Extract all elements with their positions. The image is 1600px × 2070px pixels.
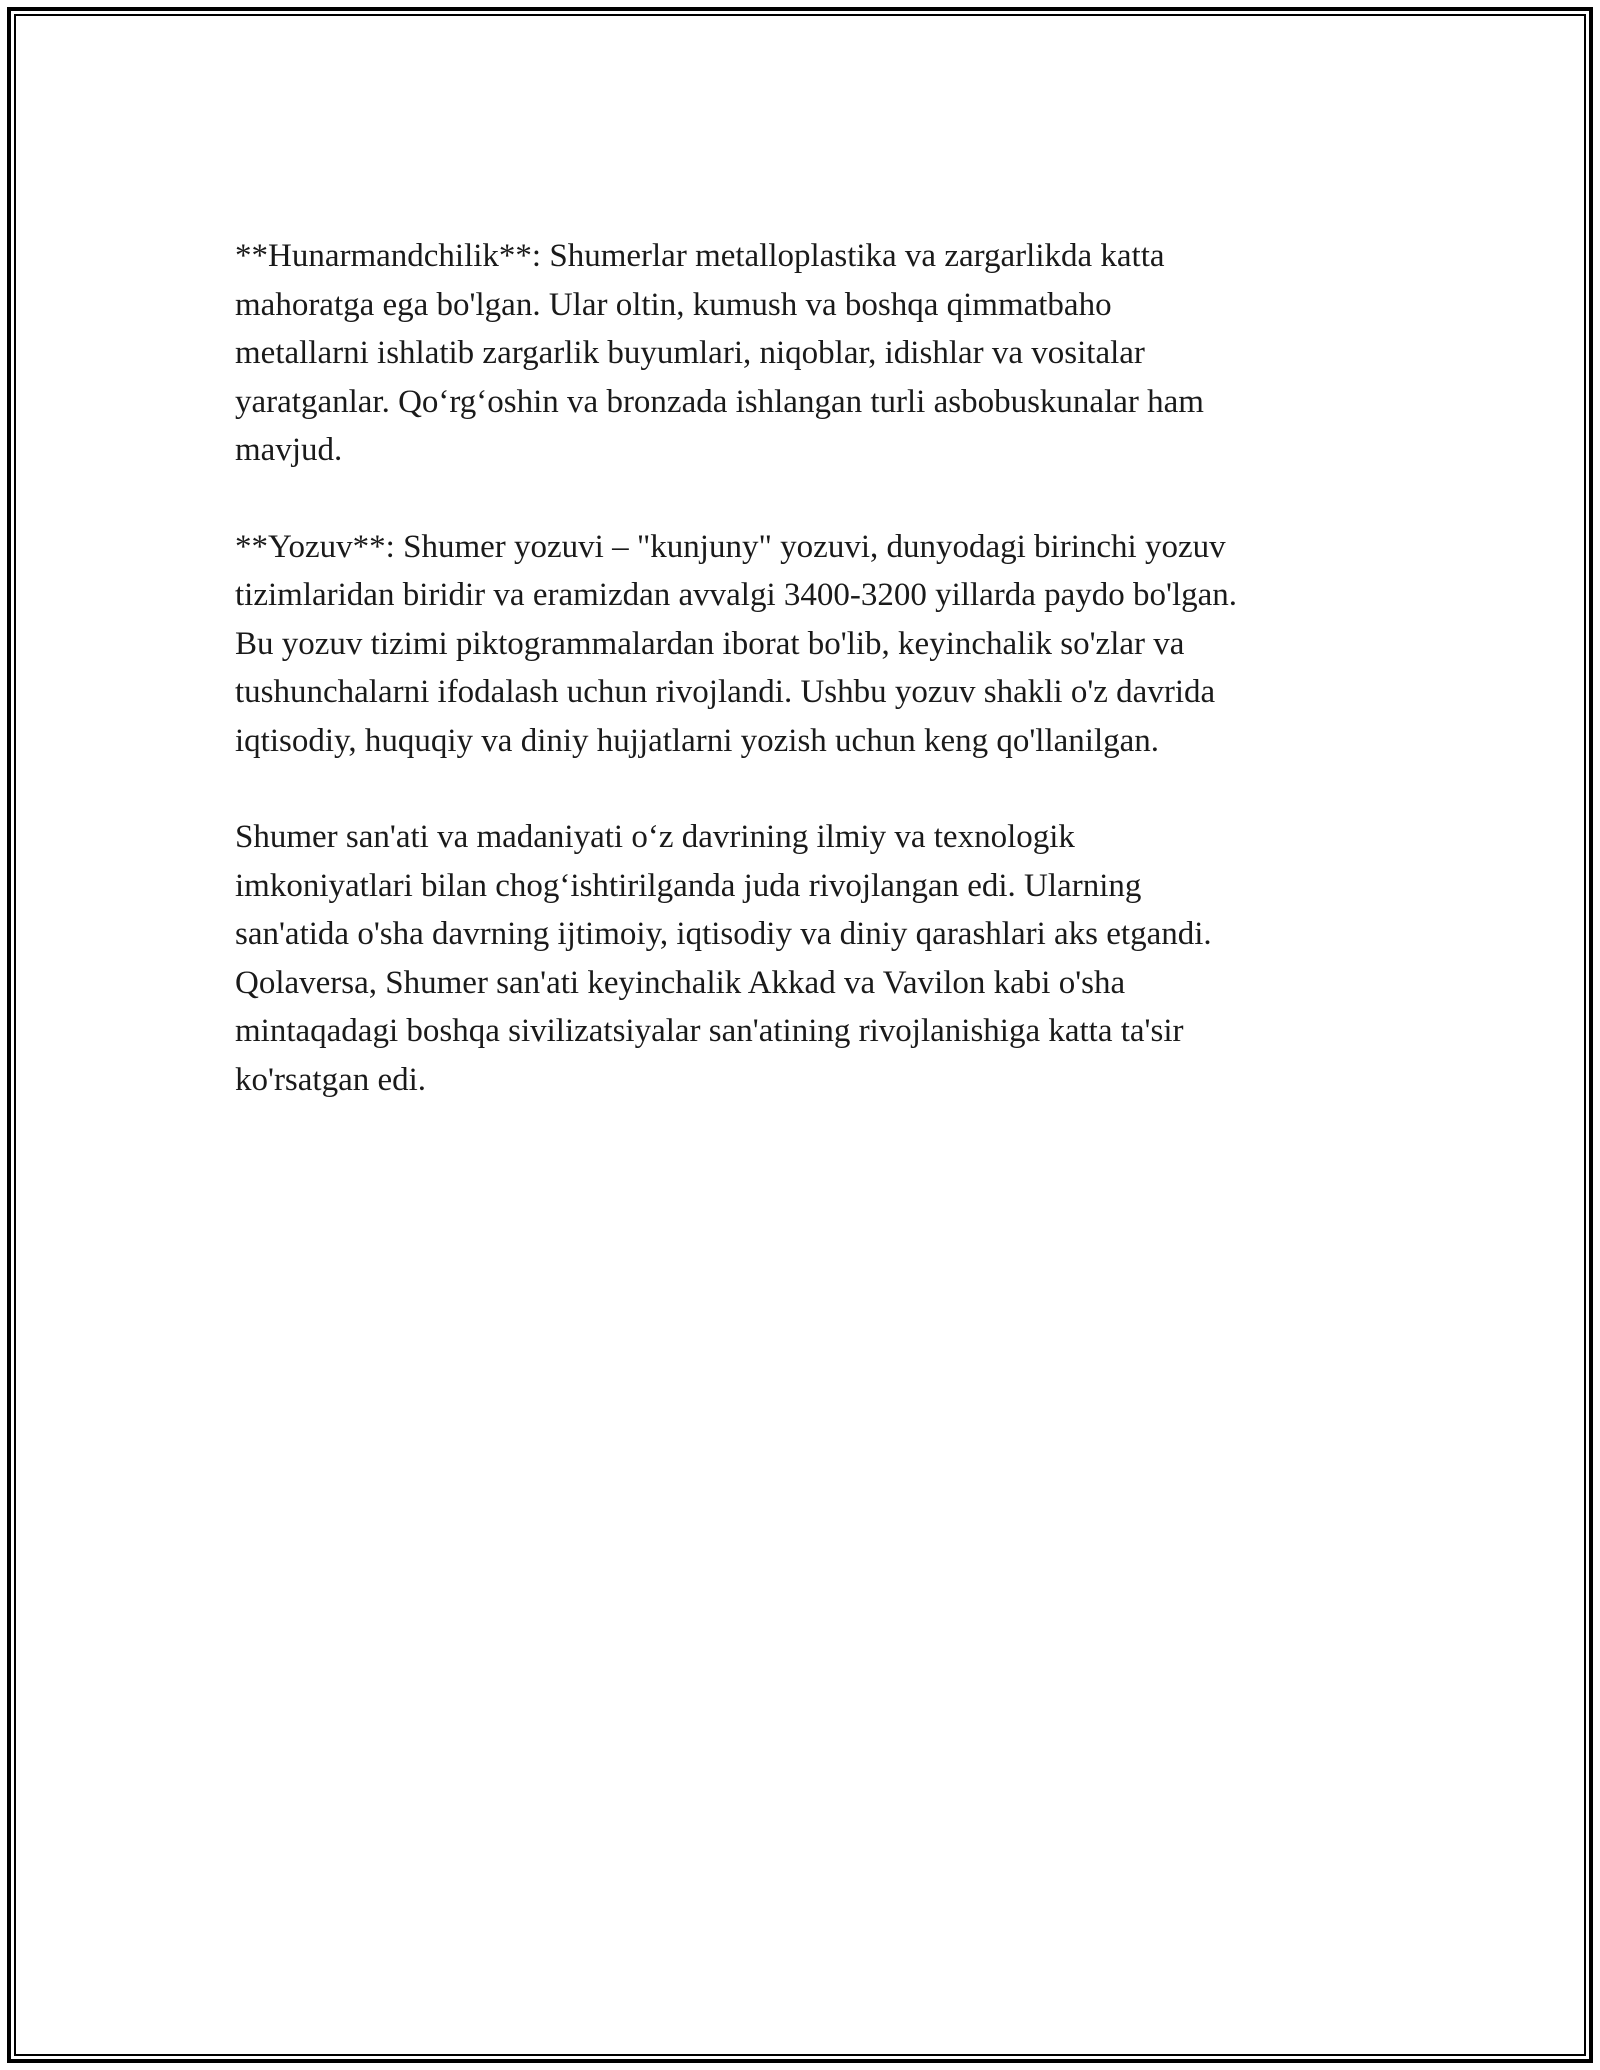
- text-line: ko'rsatgan edi.: [235, 1061, 427, 1098]
- text-line: mavjud.: [235, 432, 343, 468]
- text-line: tizimlaridan biridir va eramizdan avvalgi 3400-3200 yillarda paydo bo'lgan.: [235, 577, 1238, 613]
- text-line: mintaqadagi boshqa sivilizatsiyalar san'atining rivojlanishiga katta ta'sir: [235, 1013, 1184, 1049]
- text-line: **Hunarmandchilik**: Shumerlar metalloplastika va zargarlikda katta: [235, 238, 1165, 274]
- text-line: tushunchalarni ifodalash uchun rivojlandi. Ushbu yozuv shakli o'z davrida: [235, 674, 1216, 710]
- text-line: iqtisodiy, huquqiy va diniy hujjatlarni yozish uchun keng qo'llanilgan.: [235, 722, 1160, 759]
- text-line: Bu yozuv tizimi piktogrammalardan iborat bo'lib, keyinchalik so'zlar va: [235, 625, 1185, 662]
- text-line: Shumer san'ati va madaniyati o‘z davrining ilmiy va texnologik: [235, 819, 1075, 855]
- paragraph-conclusion: [235, 813, 1375, 1104]
- paragraph-yozuv: [235, 523, 1375, 766]
- text-line: san'atida o'sha davrning ijtimoiy, iqtisodiy va diniy qarashlari aks etgandi.: [235, 916, 1212, 952]
- text-line: **Yozuv**: Shumer yozuvi – "kunjuny" yozuvi, dunyodagi birinchi yozuv: [235, 528, 1226, 565]
- document-body: [235, 232, 1375, 1152]
- text-line: metallarni ishlatib zargarlik buyumlari, niqoblar, idishlar va vositalar: [235, 335, 1145, 371]
- text-line: yaratganlar. Qo‘rg‘oshin va bronzada ishlangan turli asbobuskunalar ham: [235, 383, 1204, 420]
- text-line: Qolaversa, Shumer san'ati keyinchalik Akkad va Vavilon kabi o'sha: [235, 964, 1126, 1001]
- paragraph-hunarmandchilik: [235, 232, 1375, 475]
- text-line: imkoniyatlari bilan chog‘ishtirilganda juda rivojlangan edi. Ularning: [235, 867, 1142, 904]
- text-line: mahoratga ega bo'lgan. Ular oltin, kumush va boshqa qimmatbaho: [235, 286, 1112, 323]
